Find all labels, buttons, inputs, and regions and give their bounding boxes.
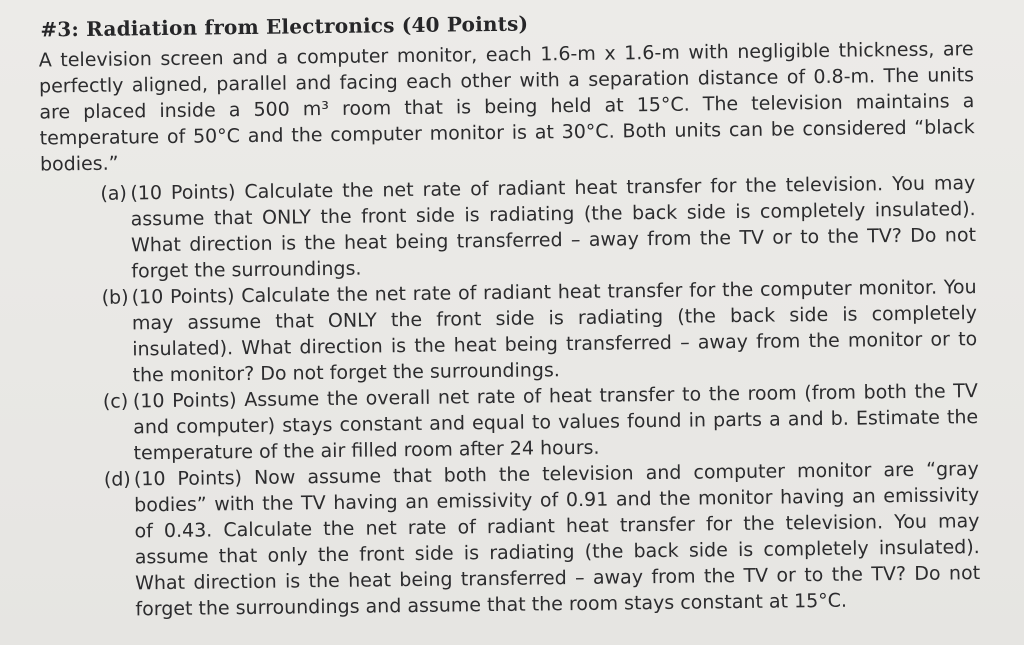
- problem-part-b: [101, 274, 977, 389]
- problem-part-d: [104, 456, 981, 623]
- part-letter: (d): [103, 468, 131, 491]
- part-letter: (c): [102, 390, 129, 413]
- problem-intro: A television screen and a computer monitor, each 1.6-m x 1.6-m with negligible thickness, are perfectly aligned, parallel and facing each other with a separation distance of 0.8-m. The units are placed inside a 500 m³ room that is being held at 15°C. The television maintains a temperature of 50°C and the computer monitor is at 30°C. Both units can be considered “black bodies.”: [38, 38, 975, 176]
- part-letter: (b): [101, 286, 129, 309]
- problem-title: #3: Radiation from Electronics (40 Points): [40, 11, 529, 42]
- problem-parts-list: [100, 170, 980, 623]
- part-text: (10 Points) Calculate the net rate of radiant heat transfer for the television. You may assume that ONLY the front side is radiating (the back side is completely insulated). What direction is the heat being transferred – away from the TV or to the TV? Do not forget the surroundings.: [130, 172, 977, 283]
- problem-part-a: [100, 170, 976, 285]
- problem-part-c: [103, 378, 979, 467]
- part-text: (10 Points) Assume the overall net rate of heat transfer to the room (from both the TV and computer) stays constant and equal to values found in parts a and b. Estimate the temperature of the air filled room after 24 hours.: [132, 380, 979, 465]
- part-text: (10 Points) Now assume that both the television and computer monitor are “gray bodies” with the TV having an emissivity of 0.91 and the monitor having an emissivity of 0.43. Calculate the net rate of radiant heat transfer for the television. You may assume that only the front side is radiating (the back side is completely insulated). What direction is the heat being transferred – away from the TV or to the TV? Do not forget the surroundings and assume that the room stays constant at 15°C.: [133, 458, 981, 621]
- part-letter: (a): [100, 182, 127, 205]
- part-text: (10 Points) Calculate the net rate of radiant heat transfer for the computer monitor. You may assume that ONLY the front side is radiating (the back side is completely insulated). What direction is the heat being transferred – away from the monitor or to the monitor? Do not forget the surroundings.: [131, 276, 978, 387]
